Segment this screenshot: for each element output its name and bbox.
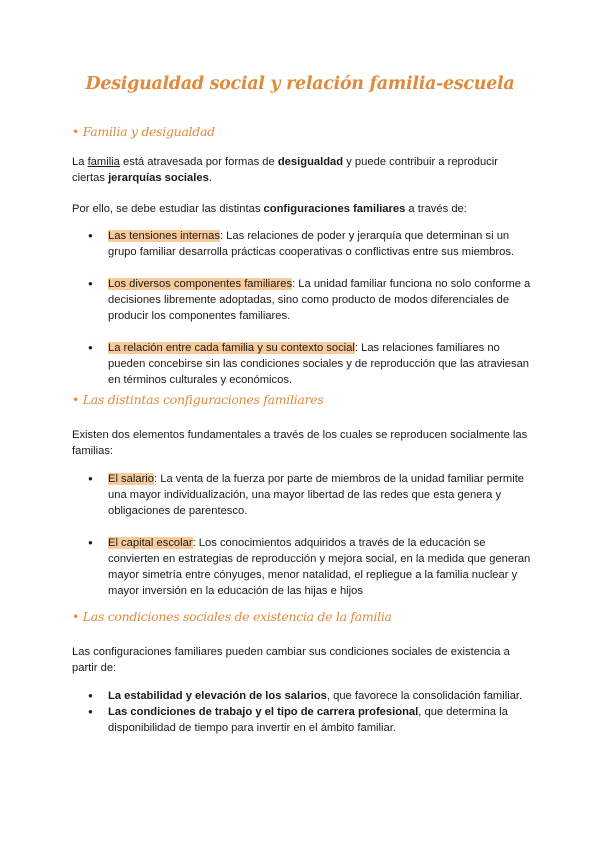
term-desigualdad: desigualdad <box>277 156 344 168</box>
paragraph-familia-intro <box>72 154 532 186</box>
list-item <box>88 276 532 324</box>
list-elementos <box>88 471 532 599</box>
list-item-text: : Las relaciones familiares no pueden concebirse sin las condiciones sociales y de reproducción que las atraviesan en términos culturales y económicos. <box>108 342 530 386</box>
list-item <box>88 535 532 599</box>
section-heading-condiciones: • Las condiciones sociales de existencia de la familia <box>72 609 392 624</box>
term-configuraciones: configuraciones familiares <box>263 203 406 215</box>
highlight-salario: El salario <box>108 473 155 485</box>
section-heading-familia: • Familia y desigualdad <box>72 124 215 139</box>
list-item-text: : La venta de la fuerza por parte de miembros de la unidad familiar permite una mayor individualización, una mayor libertad de las redes que esta genera y obligaciones de parentesco. <box>108 473 525 517</box>
list-item-text: : La unidad familiar funciona no solo conforme a decisiones libremente adoptadas, sino como producto de modos diferenciales de producir los componentes familiares. <box>108 278 531 322</box>
document-title: Desigualdad social y relación familia-escuela <box>85 74 515 94</box>
highlight-tensiones: Las tensiones internas <box>108 230 220 242</box>
highlight-componentes: Los diversos componentes familiares <box>108 278 293 290</box>
term-condiciones-trabajo: Las condiciones de trabajo y el tipo de carrera profesional <box>108 706 419 718</box>
list-item-text: , que favorece la consolidación familiar. <box>326 690 523 702</box>
list-item-text: : Las relaciones de poder y jerarquía que determinan si un grupo familiar desarrolla prácticas cooperativas o conflictivas entre sus miembros. <box>108 230 515 258</box>
list-configuraciones <box>88 228 532 388</box>
list-item <box>88 340 532 388</box>
term-estabilidad: La estabilidad y elevación de los salarios <box>108 690 327 702</box>
paragraph-condiciones: Las configuraciones familiares pueden cambiar sus condiciones sociales de existencia a partir de: <box>72 646 510 674</box>
list-item-text: , que determina la disponibilidad de tiempo para invertir en el ámbito familiar. <box>108 706 508 734</box>
text: está atravesada por formas de <box>119 156 278 168</box>
text: La <box>72 156 88 168</box>
text: . <box>208 172 212 184</box>
highlight-contexto: La relación entre cada familia y su contexto social <box>108 342 355 354</box>
highlight-capital-escolar: El capital escolar <box>108 537 193 549</box>
list-item <box>88 688 532 704</box>
list-item-text: : Los conocimientos adquiridos a través de la educación se convierten en estrategias de reproducción y mejora social, en la medida que generan mayor simetría entre cónyuges, menor natalidad, el repliegue a la familia nuclear y mayor inversión en la educación de las hijas e hijos <box>108 537 531 597</box>
text: y puede contribuir a reproducir ciertas <box>72 156 498 184</box>
term-familia: familia <box>87 156 120 168</box>
term-jerarquias: jerarquías sociales <box>108 172 209 184</box>
list-condiciones <box>88 688 532 736</box>
list-item <box>88 228 532 260</box>
text: a través de: <box>405 203 467 215</box>
list-item <box>88 704 532 736</box>
list-item <box>88 471 532 519</box>
paragraph-elementos: Existen dos elementos fundamentales a través de los cuales se reproducen socialmente las familias: <box>72 429 528 457</box>
text: Por ello, se debe estudiar las distintas <box>72 203 264 215</box>
paragraph-configuraciones <box>72 201 532 217</box>
section-heading-configuraciones: • Las distintas configuraciones familiares <box>72 392 324 407</box>
